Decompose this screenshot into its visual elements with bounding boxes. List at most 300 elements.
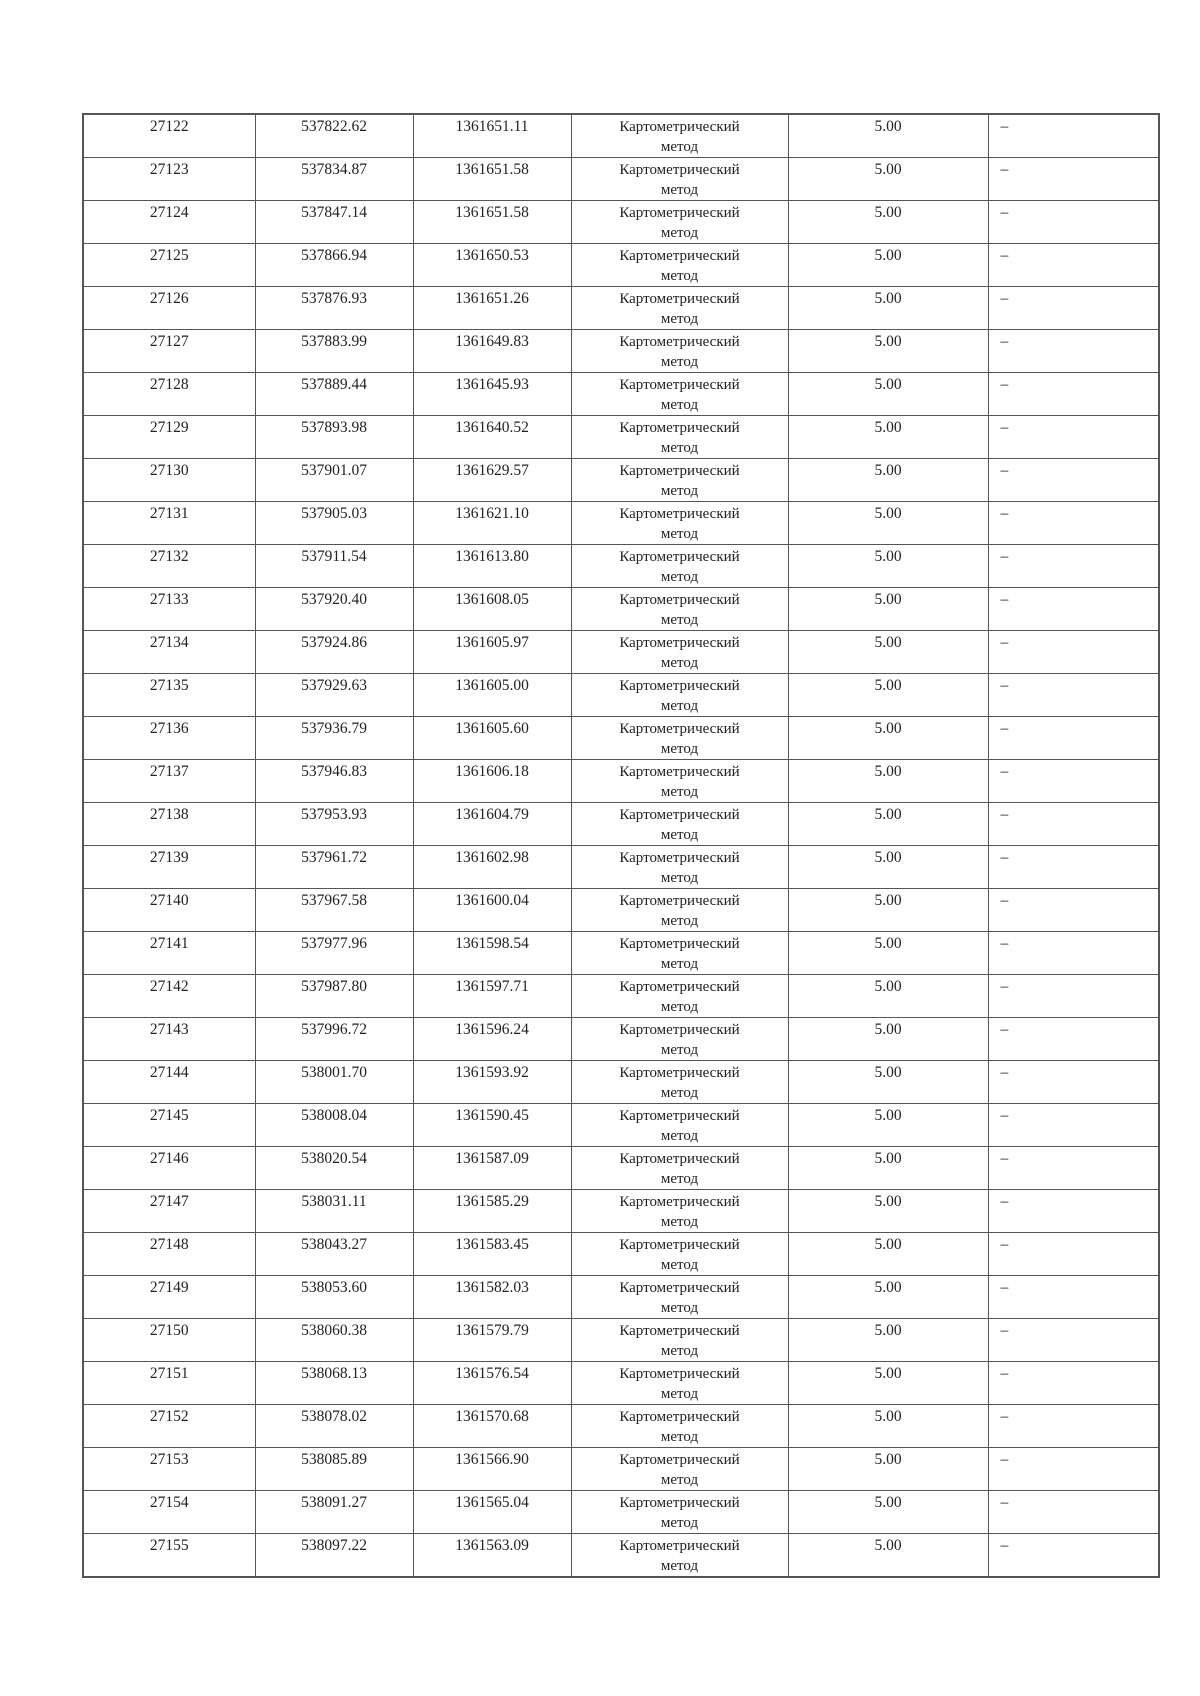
table-row (83, 545, 1159, 588)
note-cell: – (988, 114, 1159, 158)
accuracy-cell: 5.00 (788, 1233, 988, 1276)
x-coordinate-cell: 537936.79 (255, 717, 413, 760)
method-cell (571, 1190, 788, 1233)
point-number-cell: 27125 (83, 244, 255, 287)
y-coordinate-cell: 1361597.71 (413, 975, 571, 1018)
method-line-1: Картометрический (619, 1194, 740, 1210)
y-coordinate-cell: 1361629.57 (413, 459, 571, 502)
point-number-cell: 27141 (83, 932, 255, 975)
method-cell (571, 545, 788, 588)
note-cell: – (988, 1190, 1159, 1233)
method-line-2: метод (660, 311, 699, 327)
method-line-2: метод (660, 999, 699, 1015)
y-coordinate-cell: 1361582.03 (413, 1276, 571, 1319)
method-cell (571, 416, 788, 459)
note-cell: – (988, 889, 1159, 932)
y-coordinate-cell: 1361613.80 (413, 545, 571, 588)
y-coordinate-cell: 1361621.10 (413, 502, 571, 545)
y-coordinate-cell: 1361651.58 (413, 158, 571, 201)
x-coordinate-cell: 537876.93 (255, 287, 413, 330)
table-body (83, 114, 1159, 1577)
method-line-2: метод (660, 1429, 699, 1445)
accuracy-cell: 5.00 (788, 889, 988, 932)
accuracy-cell: 5.00 (788, 975, 988, 1018)
x-coordinate-cell: 537977.96 (255, 932, 413, 975)
x-coordinate-cell: 537911.54 (255, 545, 413, 588)
note-cell: – (988, 330, 1159, 373)
method-cell (571, 373, 788, 416)
method-line-2: метод (660, 225, 699, 241)
method-line-1: Картометрический (619, 1366, 740, 1382)
note-cell: – (988, 459, 1159, 502)
accuracy-cell: 5.00 (788, 932, 988, 975)
method-line-1: Картометрический (619, 893, 740, 909)
x-coordinate-cell: 538043.27 (255, 1233, 413, 1276)
method-line-1: Картометрический (619, 377, 740, 393)
method-line-1: Картометрический (619, 1452, 740, 1468)
table-row (83, 416, 1159, 459)
method-cell (571, 932, 788, 975)
method-cell (571, 803, 788, 846)
accuracy-cell: 5.00 (788, 760, 988, 803)
accuracy-cell: 5.00 (788, 1362, 988, 1405)
point-number-cell: 27143 (83, 1018, 255, 1061)
note-cell: – (988, 201, 1159, 244)
note-cell: – (988, 1018, 1159, 1061)
method-line-1: Картометрический (619, 1323, 740, 1339)
point-number-cell: 27131 (83, 502, 255, 545)
table-row (83, 588, 1159, 631)
point-number-cell: 27151 (83, 1362, 255, 1405)
y-coordinate-cell: 1361645.93 (413, 373, 571, 416)
table-row (83, 1362, 1159, 1405)
y-coordinate-cell: 1361576.54 (413, 1362, 571, 1405)
y-coordinate-cell: 1361606.18 (413, 760, 571, 803)
x-coordinate-cell: 537834.87 (255, 158, 413, 201)
point-number-cell: 27138 (83, 803, 255, 846)
method-line-1: Картометрический (619, 463, 740, 479)
point-number-cell: 27128 (83, 373, 255, 416)
table-row (83, 1276, 1159, 1319)
table-row (83, 803, 1159, 846)
accuracy-cell: 5.00 (788, 1061, 988, 1104)
note-cell: – (988, 1405, 1159, 1448)
accuracy-cell: 5.00 (788, 803, 988, 846)
method-line-1: Картометрический (619, 635, 740, 651)
table-row (83, 158, 1159, 201)
method-cell (571, 1061, 788, 1104)
accuracy-cell: 5.00 (788, 459, 988, 502)
method-line-1: Картометрический (619, 850, 740, 866)
x-coordinate-cell: 537847.14 (255, 201, 413, 244)
x-coordinate-cell: 537996.72 (255, 1018, 413, 1061)
table-row (83, 932, 1159, 975)
method-cell (571, 1362, 788, 1405)
table-row (83, 1405, 1159, 1448)
method-cell (571, 631, 788, 674)
method-line-1: Картометрический (619, 162, 740, 178)
method-cell (571, 846, 788, 889)
x-coordinate-cell: 537883.99 (255, 330, 413, 373)
method-cell (571, 158, 788, 201)
table-row (83, 373, 1159, 416)
method-line-1: Картометрический (619, 1409, 740, 1425)
method-line-2: метод (660, 1128, 699, 1144)
method-line-2: метод (660, 956, 699, 972)
point-number-cell: 27139 (83, 846, 255, 889)
y-coordinate-cell: 1361605.60 (413, 717, 571, 760)
point-number-cell: 27137 (83, 760, 255, 803)
x-coordinate-cell: 538031.11 (255, 1190, 413, 1233)
x-coordinate-cell: 538060.38 (255, 1319, 413, 1362)
method-line-1: Картометрический (619, 1022, 740, 1038)
table-row (83, 330, 1159, 373)
method-line-2: метод (660, 1386, 699, 1402)
note-cell: – (988, 1104, 1159, 1147)
method-line-2: метод (660, 870, 699, 886)
accuracy-cell: 5.00 (788, 1147, 988, 1190)
x-coordinate-cell: 537961.72 (255, 846, 413, 889)
method-line-2: метод (660, 655, 699, 671)
method-cell (571, 114, 788, 158)
x-coordinate-cell: 538078.02 (255, 1405, 413, 1448)
method-line-2: метод (660, 741, 699, 757)
table-row (83, 717, 1159, 760)
point-number-cell: 27122 (83, 114, 255, 158)
note-cell: – (988, 1491, 1159, 1534)
table-row (83, 1190, 1159, 1233)
x-coordinate-cell: 537893.98 (255, 416, 413, 459)
method-line-2: метод (660, 1257, 699, 1273)
point-number-cell: 27130 (83, 459, 255, 502)
method-cell (571, 1405, 788, 1448)
note-cell: – (988, 1319, 1159, 1362)
point-number-cell: 27145 (83, 1104, 255, 1147)
method-cell (571, 201, 788, 244)
method-line-2: метод (660, 569, 699, 585)
note-cell: – (988, 1147, 1159, 1190)
point-number-cell: 27124 (83, 201, 255, 244)
note-cell: – (988, 373, 1159, 416)
method-line-2: метод (660, 526, 699, 542)
table-row (83, 1147, 1159, 1190)
y-coordinate-cell: 1361651.26 (413, 287, 571, 330)
method-line-2: метод (660, 1300, 699, 1316)
method-line-1: Картометрический (619, 506, 740, 522)
table-row (83, 114, 1159, 158)
y-coordinate-cell: 1361585.29 (413, 1190, 571, 1233)
method-line-1: Картометрический (619, 119, 740, 135)
note-cell: – (988, 803, 1159, 846)
note-cell: – (988, 1276, 1159, 1319)
method-line-1: Картометрический (619, 1495, 740, 1511)
method-line-2: метод (660, 913, 699, 929)
table-row (83, 889, 1159, 932)
method-cell (571, 588, 788, 631)
method-line-2: метод (660, 268, 699, 284)
method-cell (571, 1018, 788, 1061)
y-coordinate-cell: 1361596.24 (413, 1018, 571, 1061)
method-line-1: Картометрический (619, 1237, 740, 1253)
method-cell (571, 1534, 788, 1578)
method-cell (571, 459, 788, 502)
note-cell: – (988, 975, 1159, 1018)
x-coordinate-cell: 537953.93 (255, 803, 413, 846)
y-coordinate-cell: 1361602.98 (413, 846, 571, 889)
method-line-2: метод (660, 483, 699, 499)
note-cell: – (988, 1448, 1159, 1491)
method-line-1: Картометрический (619, 1151, 740, 1167)
method-line-2: метод (660, 1558, 699, 1574)
table-row (83, 502, 1159, 545)
y-coordinate-cell: 1361587.09 (413, 1147, 571, 1190)
note-cell: – (988, 674, 1159, 717)
x-coordinate-cell: 538020.54 (255, 1147, 413, 1190)
table-row (83, 1319, 1159, 1362)
method-line-2: метод (660, 1472, 699, 1488)
x-coordinate-cell: 537987.80 (255, 975, 413, 1018)
y-coordinate-cell: 1361605.00 (413, 674, 571, 717)
table-row (83, 1061, 1159, 1104)
method-cell (571, 1491, 788, 1534)
x-coordinate-cell: 537905.03 (255, 502, 413, 545)
table-row (83, 1534, 1159, 1578)
accuracy-cell: 5.00 (788, 373, 988, 416)
table-row (83, 975, 1159, 1018)
accuracy-cell: 5.00 (788, 717, 988, 760)
method-line-2: метод (660, 440, 699, 456)
method-cell (571, 502, 788, 545)
method-cell (571, 1448, 788, 1491)
method-line-1: Картометрический (619, 1538, 740, 1554)
y-coordinate-cell: 1361608.05 (413, 588, 571, 631)
accuracy-cell: 5.00 (788, 244, 988, 287)
method-line-2: метод (660, 1214, 699, 1230)
table-row (83, 287, 1159, 330)
note-cell: – (988, 717, 1159, 760)
table-row (83, 201, 1159, 244)
table-row (83, 1448, 1159, 1491)
point-number-cell: 27147 (83, 1190, 255, 1233)
accuracy-cell: 5.00 (788, 1405, 988, 1448)
point-number-cell: 27135 (83, 674, 255, 717)
x-coordinate-cell: 538097.22 (255, 1534, 413, 1578)
accuracy-cell: 5.00 (788, 846, 988, 889)
accuracy-cell: 5.00 (788, 1534, 988, 1578)
y-coordinate-cell: 1361640.52 (413, 416, 571, 459)
accuracy-cell: 5.00 (788, 201, 988, 244)
method-line-1: Картометрический (619, 592, 740, 608)
accuracy-cell: 5.00 (788, 674, 988, 717)
x-coordinate-cell: 538068.13 (255, 1362, 413, 1405)
note-cell: – (988, 760, 1159, 803)
note-cell: – (988, 244, 1159, 287)
point-number-cell: 27146 (83, 1147, 255, 1190)
method-cell (571, 717, 788, 760)
point-number-cell: 27148 (83, 1233, 255, 1276)
method-line-2: метод (660, 784, 699, 800)
x-coordinate-cell: 538091.27 (255, 1491, 413, 1534)
x-coordinate-cell: 537967.58 (255, 889, 413, 932)
method-cell (571, 1319, 788, 1362)
accuracy-cell: 5.00 (788, 631, 988, 674)
x-coordinate-cell: 537929.63 (255, 674, 413, 717)
accuracy-cell: 5.00 (788, 1276, 988, 1319)
method-line-1: Картометрический (619, 1280, 740, 1296)
method-line-2: метод (660, 827, 699, 843)
table-row (83, 631, 1159, 674)
x-coordinate-cell: 537866.94 (255, 244, 413, 287)
y-coordinate-cell: 1361570.68 (413, 1405, 571, 1448)
y-coordinate-cell: 1361598.54 (413, 932, 571, 975)
method-cell (571, 760, 788, 803)
table-row (83, 674, 1159, 717)
method-line-2: метод (660, 1515, 699, 1531)
y-coordinate-cell: 1361650.53 (413, 244, 571, 287)
accuracy-cell: 5.00 (788, 1448, 988, 1491)
table-row (83, 846, 1159, 889)
y-coordinate-cell: 1361579.79 (413, 1319, 571, 1362)
method-cell (571, 330, 788, 373)
y-coordinate-cell: 1361590.45 (413, 1104, 571, 1147)
note-cell: – (988, 1061, 1159, 1104)
y-coordinate-cell: 1361605.97 (413, 631, 571, 674)
method-cell (571, 1147, 788, 1190)
point-number-cell: 27155 (83, 1534, 255, 1578)
method-cell (571, 244, 788, 287)
method-line-2: метод (660, 1171, 699, 1187)
table-row (83, 244, 1159, 287)
table-row (83, 459, 1159, 502)
accuracy-cell: 5.00 (788, 502, 988, 545)
accuracy-cell: 5.00 (788, 416, 988, 459)
point-number-cell: 27153 (83, 1448, 255, 1491)
point-number-cell: 27126 (83, 287, 255, 330)
point-number-cell: 27140 (83, 889, 255, 932)
accuracy-cell: 5.00 (788, 1018, 988, 1061)
method-line-1: Картометрический (619, 334, 740, 350)
accuracy-cell: 5.00 (788, 330, 988, 373)
y-coordinate-cell: 1361651.58 (413, 201, 571, 244)
method-cell (571, 1233, 788, 1276)
note-cell: – (988, 287, 1159, 330)
method-line-2: метод (660, 397, 699, 413)
point-number-cell: 27149 (83, 1276, 255, 1319)
y-coordinate-cell: 1361583.45 (413, 1233, 571, 1276)
accuracy-cell: 5.00 (788, 1190, 988, 1233)
x-coordinate-cell: 538008.04 (255, 1104, 413, 1147)
y-coordinate-cell: 1361649.83 (413, 330, 571, 373)
accuracy-cell: 5.00 (788, 545, 988, 588)
method-line-1: Картометрический (619, 549, 740, 565)
method-line-1: Картометрический (619, 678, 740, 694)
table-row (83, 1018, 1159, 1061)
y-coordinate-cell: 1361600.04 (413, 889, 571, 932)
point-number-cell: 27152 (83, 1405, 255, 1448)
method-cell (571, 975, 788, 1018)
method-cell (571, 1104, 788, 1147)
note-cell: – (988, 502, 1159, 545)
accuracy-cell: 5.00 (788, 1104, 988, 1147)
table-row (83, 760, 1159, 803)
x-coordinate-cell: 537946.83 (255, 760, 413, 803)
point-number-cell: 27133 (83, 588, 255, 631)
method-line-1: Картометрический (619, 205, 740, 221)
note-cell: – (988, 1362, 1159, 1405)
method-line-2: метод (660, 182, 699, 198)
method-line-1: Картометрический (619, 807, 740, 823)
method-line-1: Картометрический (619, 1065, 740, 1081)
accuracy-cell: 5.00 (788, 588, 988, 631)
y-coordinate-cell: 1361563.09 (413, 1534, 571, 1578)
method-cell (571, 1276, 788, 1319)
note-cell: – (988, 631, 1159, 674)
accuracy-cell: 5.00 (788, 1491, 988, 1534)
method-line-2: метод (660, 1042, 699, 1058)
x-coordinate-cell: 538085.89 (255, 1448, 413, 1491)
x-coordinate-cell: 538001.70 (255, 1061, 413, 1104)
point-number-cell: 27129 (83, 416, 255, 459)
point-number-cell: 27154 (83, 1491, 255, 1534)
x-coordinate-cell: 537889.44 (255, 373, 413, 416)
table-row (83, 1233, 1159, 1276)
note-cell: – (988, 588, 1159, 631)
x-coordinate-cell: 538053.60 (255, 1276, 413, 1319)
method-line-1: Картометрический (619, 420, 740, 436)
x-coordinate-cell: 537920.40 (255, 588, 413, 631)
method-line-1: Картометрический (619, 291, 740, 307)
method-line-2: метод (660, 612, 699, 628)
note-cell: – (988, 545, 1159, 588)
x-coordinate-cell: 537901.07 (255, 459, 413, 502)
table-row (83, 1104, 1159, 1147)
method-line-2: метод (660, 139, 699, 155)
method-line-1: Картометрический (619, 936, 740, 952)
method-line-2: метод (660, 698, 699, 714)
accuracy-cell: 5.00 (788, 158, 988, 201)
note-cell: – (988, 1534, 1159, 1578)
method-line-2: метод (660, 354, 699, 370)
accuracy-cell: 5.00 (788, 1319, 988, 1362)
method-cell (571, 674, 788, 717)
table-row (83, 1491, 1159, 1534)
point-number-cell: 27132 (83, 545, 255, 588)
y-coordinate-cell: 1361593.92 (413, 1061, 571, 1104)
point-number-cell: 27144 (83, 1061, 255, 1104)
accuracy-cell: 5.00 (788, 287, 988, 330)
point-number-cell: 27142 (83, 975, 255, 1018)
y-coordinate-cell: 1361651.11 (413, 114, 571, 158)
note-cell: – (988, 932, 1159, 975)
note-cell: – (988, 158, 1159, 201)
point-number-cell: 27123 (83, 158, 255, 201)
method-cell (571, 287, 788, 330)
method-cell (571, 889, 788, 932)
accuracy-cell: 5.00 (788, 114, 988, 158)
method-line-1: Картометрический (619, 764, 740, 780)
y-coordinate-cell: 1361565.04 (413, 1491, 571, 1534)
point-number-cell: 27127 (83, 330, 255, 373)
point-number-cell: 27134 (83, 631, 255, 674)
x-coordinate-cell: 537822.62 (255, 114, 413, 158)
point-number-cell: 27136 (83, 717, 255, 760)
method-line-1: Картометрический (619, 721, 740, 737)
y-coordinate-cell: 1361566.90 (413, 1448, 571, 1491)
method-line-1: Картометрический (619, 1108, 740, 1124)
y-coordinate-cell: 1361604.79 (413, 803, 571, 846)
note-cell: – (988, 416, 1159, 459)
method-line-1: Картометрический (619, 979, 740, 995)
